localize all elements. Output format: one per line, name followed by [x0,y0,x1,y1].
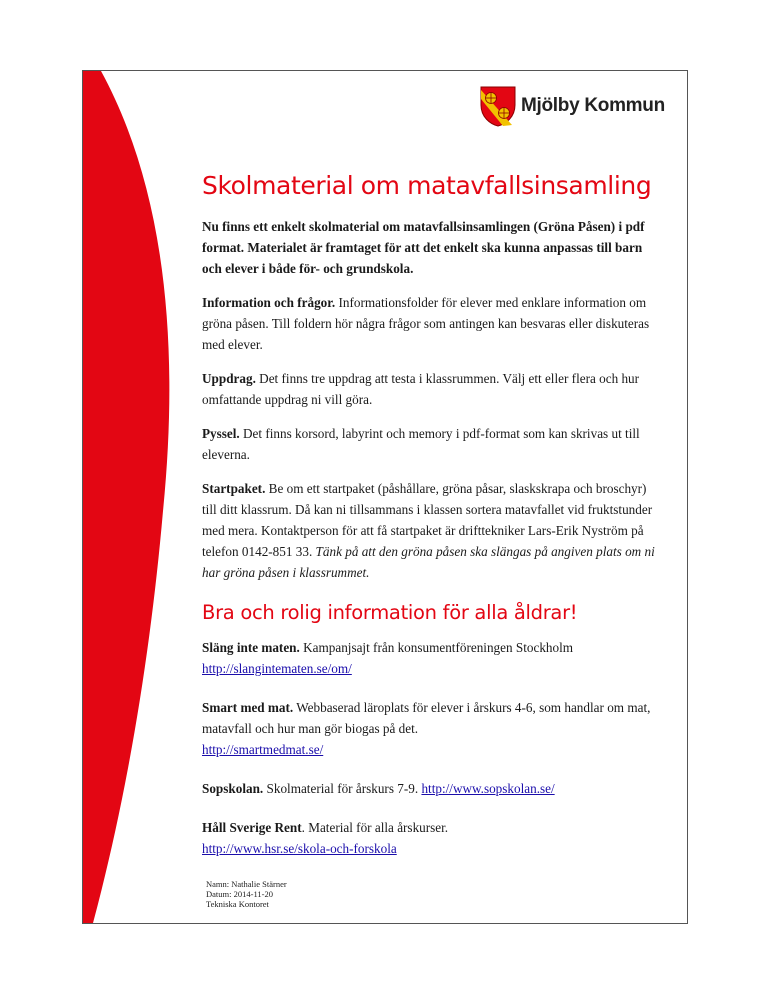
resource-text: Webbaserad läroplats för elever i årskurs 4-6, som handlar om mat, matavfall och hur man gör biogas på det. [202,700,651,736]
logo [479,85,665,127]
resource-link[interactable]: http://www.hsr.se/skola-och-forskola [202,841,397,856]
section-text: Det finns korsord, labyrint och memory i pdf-format som kan skrivas ut till eleverna. [202,426,640,462]
municipal-shield-icon [479,85,517,127]
intro-paragraph: Nu finns ett enkelt skolmaterial om matavfallsinsamlingen (Gröna Påsen) i pdf format. Materialet är framtaget för att det enkelt ska kunna anpassas till barn och elever i både för- och grundskola. [202,219,645,276]
section-heading: Uppdrag. [202,371,256,386]
resource-text: Skolmaterial för årskurs 7-9. [263,781,422,796]
main-content [202,171,662,877]
section-heading: Information och frågor. [202,295,336,310]
section-text: Informationsfolder för elever med enklare information om gröna påsen. Till foldern hör några frågor som antingen kan besvaras eller diskuteras med elever. [202,295,650,352]
resource-heading: Sopskolan. [202,781,264,796]
red-swoosh-decoration [83,71,203,923]
resources-heading: Bra och rolig information för alla åldrar! [202,601,578,624]
resource-text: Kampanjsajt från konsumentföreningen Stockholm [299,640,574,655]
resource-slang-inte-maten [202,637,662,679]
section-text: Be om ett startpaket (påshållare, gröna påsar, slaskskrapa och broschyr) till ditt klassrum. Då kan ni tillsammans i klassen sortera matavfallet vid fruktstunder med mera. Kontaktperson för att få startpaket är drifttekniker Lars-Erik Nyström på telefon 0142-851 33. [202,481,653,559]
logo-text: Mjölby Kommun [521,95,665,116]
document-page [82,70,688,924]
page-title: Skolmaterial om matavfallsinsamling [202,171,652,200]
resource-link[interactable]: http://www.sopskolan.se/ [421,781,555,796]
footer-department: Tekniska Kontoret [206,899,269,909]
section-heading: Startpaket. [202,481,266,496]
resource-text: . Material för alla årskurser. [301,820,449,835]
section-information [202,292,662,355]
resource-link[interactable]: http://slangintematen.se/om/ [202,661,352,676]
section-heading: Pyssel. [202,426,240,441]
section-text: Det finns tre uppdrag att testa i klassrummen. Välj ett eller flera och hur omfattande uppdrag ni vill göra. [202,371,640,407]
section-uppdrag [202,368,662,410]
footer-name: Namn: Nathalie Stärner [206,879,287,889]
resource-hall-sverige-rent [202,817,662,859]
resource-link[interactable]: http://smartmedmat.se/ [202,742,324,757]
resource-heading: Släng inte maten. [202,640,300,655]
footer-date: Datum: 2014-11-20 [206,889,273,899]
footer [206,879,287,909]
resource-heading: Håll Sverige Rent [202,820,302,835]
resource-smart-med-mat [202,697,662,760]
section-startpaket [202,478,662,583]
section-note: Tänk på att den gröna påsen ska slängas på angiven plats om ni har gröna påsen i klassrummet. [202,544,655,580]
resource-heading: Smart med mat. [202,700,294,715]
section-pyssel [202,423,662,465]
resource-sopskolan [202,778,662,799]
